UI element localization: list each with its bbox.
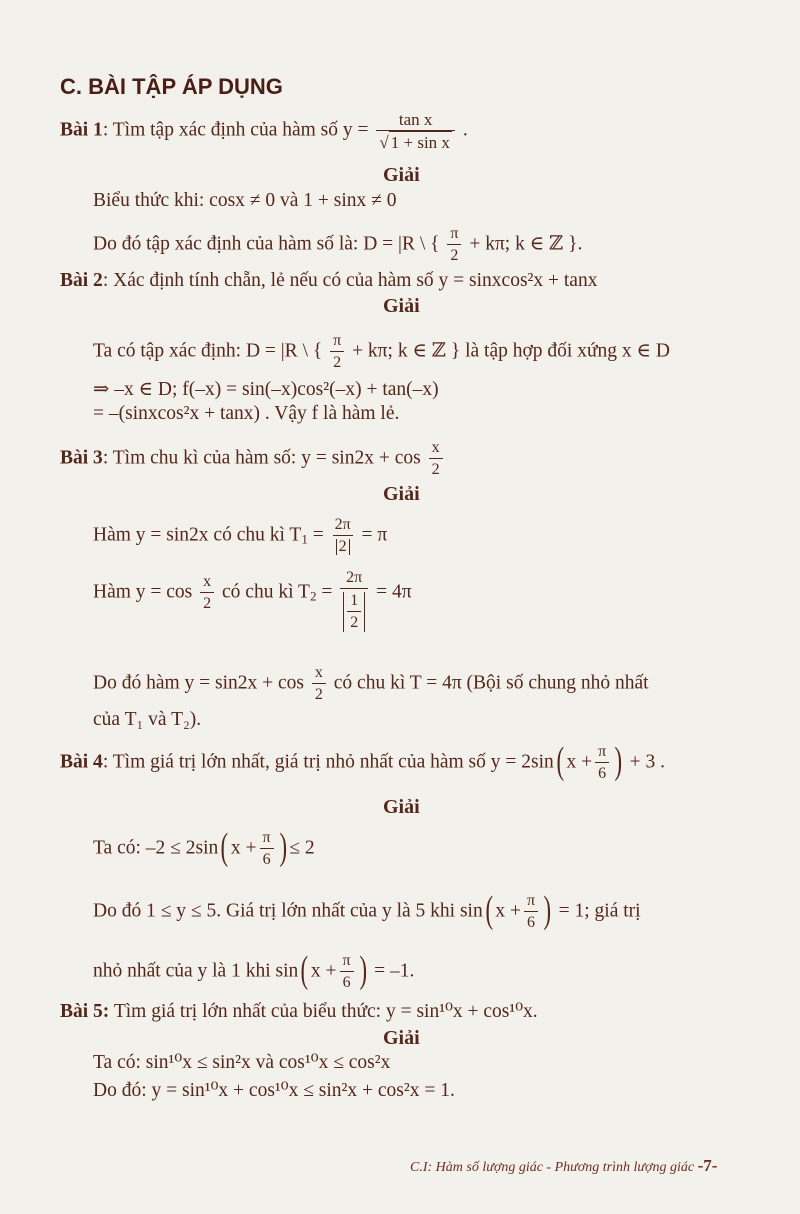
exercise-2-prompt: Bài 2: Xác định tính chẵn, lẻ nếu có của hàm số y = sinxcos²x + tanx (60, 270, 598, 291)
exercise-2-label: Bài 2 (60, 270, 103, 291)
exercise-2-solution-line: ⇒ –x ∈ D; f(–x) = sin(–x)cos²(–x) + tan(–x) (93, 379, 439, 400)
solution-heading: Giải (383, 164, 420, 186)
tan-over-sqrt-fraction: $\frac{\text{tan x}}{\text{√ 1 + sin x}}$ (376, 111, 455, 151)
exercise-3-solution-line: Do đó hàm y = sin2x + cos $\frac{x}{2}$ có chu kì T = 4π (Bội số chung nhỏ nhất (93, 664, 649, 703)
exercise-4-solution-line: Ta có: –2 ≤ 2sin( x + $\frac{\pi}{6}$ ) ≤ 2 (93, 826, 315, 868)
solution-heading: Giải (383, 295, 420, 317)
exercise-4-prompt: Bài 4: Tìm giá trị lớn nhất, giá trị nhỏ nhất của hàm số y = 2sin( x + $\frac{\pi}{6}$ ) + 3 . (60, 740, 666, 782)
exercise-5-prompt: Bài 5: Tìm giá trị lớn nhất của biểu thức: y = sin¹⁰x + cos¹⁰x. (60, 1001, 538, 1022)
exercise-2-solution-line: Ta có tập xác định: D = |R \ { $\frac{\pi}{2}$ + kπ; k ∈ ℤ } là tập hợp đối xứng x ∈ D (93, 332, 670, 371)
solution-heading: Giải (383, 1027, 420, 1049)
solution-heading: Giải (383, 796, 420, 818)
exercise-1-solution-line: Do đó tập xác định của hàm số là: D = |R \ { $\frac{\pi}{2}$ + kπ; k ∈ ℤ }. (93, 225, 583, 264)
exercise-1-prompt: Bài 1: Tìm tập xác định của hàm số y = $\frac{\text{tan x}}{\text{√ 1 + sin x}}$ . (60, 110, 468, 152)
page-number: -7- (697, 1156, 718, 1175)
exercise-3-prompt: Bài 3: Tìm chu kì của hàm số: y = sin2x + cos $\frac{x}{2}$ (60, 440, 446, 478)
exercise-4-solution-line: Do đó 1 ≤ y ≤ 5. Giá trị lớn nhất của y là 5 khi sin( x + $\frac{\pi}{6}$ ) = 1; giá trị (93, 889, 641, 931)
exercise-5-solution-line: Ta có: sin¹⁰x ≤ sin²x và cos¹⁰x ≤ cos²x (93, 1052, 391, 1073)
exercise-3-solution-line: của T₁ và T₂). (93, 709, 202, 730)
exercise-3-solution-line: Hàm y = cos $\frac{x}{2}$ có chu kì $T_2$ = $\frac{2\pi}{\frac{1}{2}}$ = 4π (93, 569, 412, 631)
section-title: C. BÀI TẬP ÁP DỤNG (60, 74, 283, 99)
exercise-1-label: Bài 1 (60, 119, 103, 141)
exercise-4-label: Bài 4 (60, 751, 103, 773)
exercise-3-solution-line: Hàm y = sin2x có chu kì $T_1$ = $\frac{2\pi}{2}$ = π (93, 516, 388, 555)
solution-heading: Giải (383, 483, 420, 505)
exercise-5-label: Bài 5: (60, 1001, 110, 1022)
exercise-2-solution-line: = –(sinxcos²x + tanx) . Vậy f là hàm lẻ. (93, 403, 400, 424)
exercise-4-solution-line: nhỏ nhất của y là 1 khi sin( x + $\frac{\pi}{6}$ ) = –1. (93, 949, 415, 991)
footer-chapter: C.I: Hàm số lượng giác - Phương trình lượng giác (410, 1160, 695, 1175)
exercise-3-label: Bài 3 (60, 447, 103, 469)
exercise-5-solution-line: Do đó: y = sin¹⁰x + cos¹⁰x ≤ sin²x + cos²x = 1. (93, 1080, 455, 1101)
page-footer (410, 1156, 717, 1176)
exercise-1-solution-line: Biểu thức khi: cosx ≠ 0 và 1 + sinx ≠ 0 (93, 190, 397, 211)
